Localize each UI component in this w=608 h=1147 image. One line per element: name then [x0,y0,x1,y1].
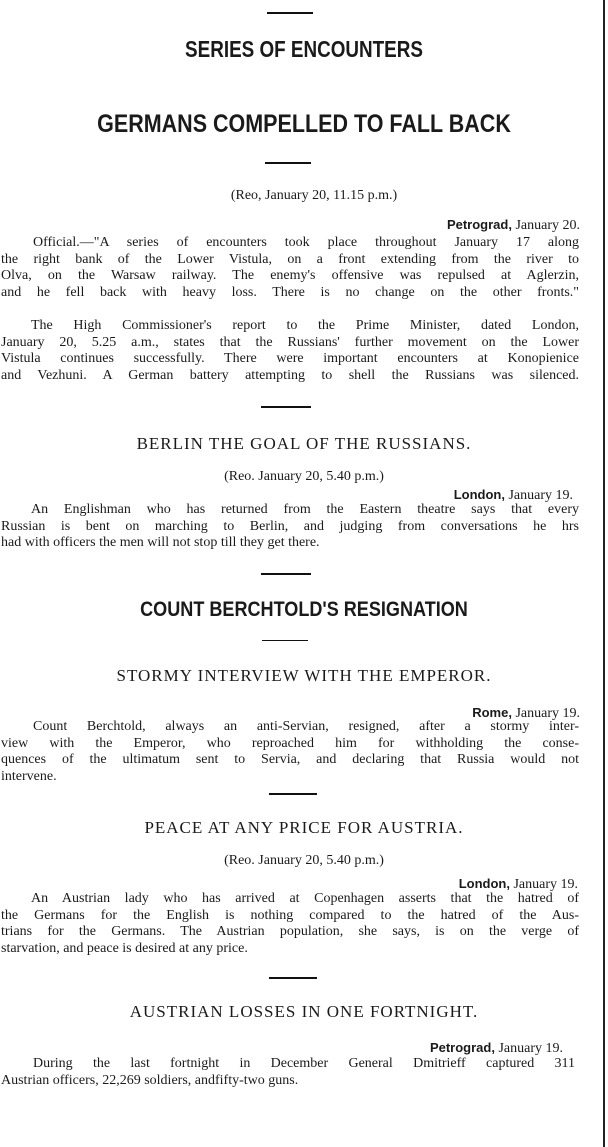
dateline [430,1040,563,1057]
paragraph-official [1,235,579,301]
text-line: trians for the Germans. The Austrian population, she says, is on the verge of [1,924,579,939]
text-line: Count Berchtold, always an anti-Servian, resigned, after a stormy inter- [33,719,579,734]
dateline-place: Petrograd, [429,1040,495,1055]
text-line: Official.—"A series of encounters took place throughout January 17 along [33,235,579,250]
dateline-date: January 19. [498,1041,563,1056]
divider-rule [265,162,311,164]
dateline-place: Rome, [472,705,512,720]
paragraph-report [1,318,579,384]
dateline-place: London, [458,876,510,891]
text-line: Austrian officers, 22,269 soldiers, andfifty-two guns. [1,1072,299,1088]
text-line: Olva, on the Warsaw railway. The enemy's offensive was repulsed at Aglerzin, [1,268,579,283]
dateline-place: Petrograd, [446,217,512,232]
text-line: Russian is bent on marching to Berlin, and judging from conversations he hrs [1,518,579,534]
section-heading: COUNT BERCHTOLD'S RESIGNATION [140,598,468,621]
dateline-date: January 19. [515,706,580,721]
text-line: the right bank of the Lower Vistula, on a front extending from the river to [1,251,579,267]
received-line: (Reo. January 20, 5.40 p.m.) [224,469,384,484]
article-subtitle: GERMANS COMPELLED TO FALL BACK [97,110,511,138]
section-heading: BERLIN THE GOAL OF THE RUSSIANS. [136,434,472,453]
dateline-date: January 19. [513,877,578,892]
text-line: An Austrian lady who has arrived at Copenhagen asserts that the hatred of [31,891,579,906]
article-title: SERIES OF ENCOUNTERS [185,36,423,62]
divider-rule [269,793,317,795]
divider-rule [261,406,311,408]
text-line: During the last fortnight in December General Dmitrieff captured 311 [33,1056,575,1071]
text-line: and he fell back with heavy loss. There is no change on the other fronts." [1,284,579,300]
text-line: An Englishman who has returned from the Eastern theatre says that every [31,502,579,517]
dateline [447,217,580,234]
text-line: Vistula continues successfully. There were important encounters at Konopienice [1,351,579,366]
text-line: quences of the ultimatum sent to Servia, and declaring that Russia would not [1,752,579,767]
column-border [603,0,605,1147]
text-line: starvation, and peace is desired at any price. [1,940,248,956]
received-line: (Reo, January 20, 11.15 p.m.) [230,188,398,203]
paragraph-berlin [1,502,579,552]
section-heading: AUSTRIAN LOSSES IN ONE FORTNIGHT. [129,1002,479,1021]
section-heading: PEACE AT ANY PRICE FOR AUSTRIA. [144,818,464,837]
text-line: view with the Emperor, who reproached him for withholding the conse- [1,735,579,751]
section-subheading: STORMY INTERVIEW WITH THE EMPEROR. [116,666,492,685]
text-line: the Germans for the English is nothing compared to the hatred of the Aus- [1,907,579,923]
paragraph-berchtold [1,719,579,785]
text-line: and Vezhuni. A German battery attempting to shell the Russians was silenced. [1,367,579,383]
paragraph-austria [1,891,579,957]
received-line: (Reo. January 20, 5.40 p.m.) [224,853,384,868]
text-line: January 20, 5.25 a.m., states that the Russians' further movement on the Lower [1,334,579,350]
divider-rule [261,573,311,575]
dateline-place: London, [453,487,505,502]
text-line: The High Commissioner's report to the Prime Minister, dated London, [31,318,579,333]
text-line: intervene. [1,768,57,784]
divider-rule [267,12,313,14]
paragraph-losses [1,1056,575,1089]
dateline-date: January 20. [515,218,580,233]
divider-rule [269,977,317,979]
divider-rule [262,640,308,641]
dateline-date: January 19. [508,488,573,503]
text-line: had with officers the men will not stop till they get there. [1,535,320,550]
